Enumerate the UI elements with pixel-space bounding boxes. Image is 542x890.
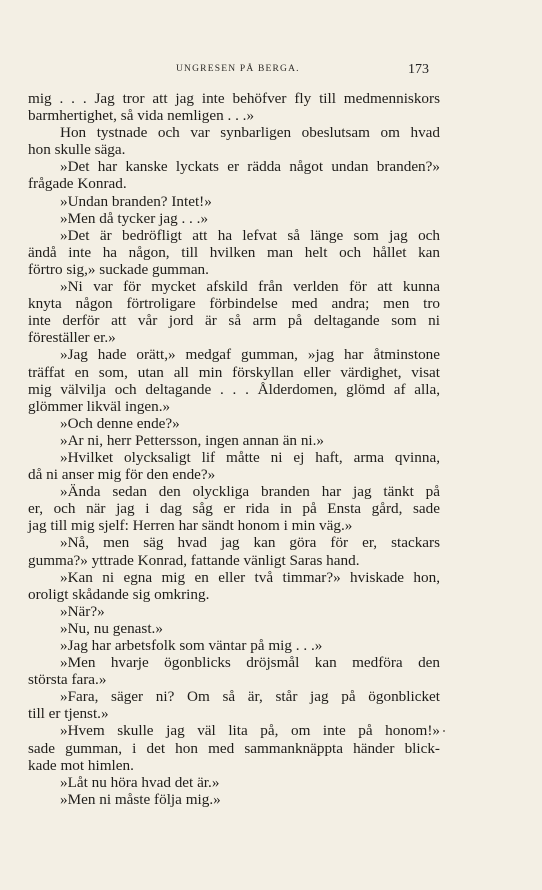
text-line: »Men ni måste följa mig.» — [60, 790, 221, 808]
text-line: »Ända sedan den olyckliga branden har jag tänkt på — [60, 483, 440, 501]
text-line: »Undan branden? Intet!» — [60, 192, 212, 210]
text-line: »Jag hade orätt,» medgaf gumman, »jag har åtminstone — [60, 346, 440, 364]
text-line: »Fara, säger ni? Om så är, står jag på ögonblicket — [60, 688, 440, 706]
text-line: mig . . . Jag tror att jag inte behöfver fly till medmenniskors — [28, 90, 440, 107]
page-header — [0, 62, 542, 80]
text-line: största fara.» — [28, 671, 107, 689]
text-line: »Jag har arbetsfolk som väntar på mig . . .» — [60, 637, 323, 654]
text-line: förtro sig,» suckade gumman. — [28, 260, 209, 278]
text-line: »Ar ni, herr Pettersson, ingen annan än ni.» — [60, 431, 325, 449]
text-line: ändå inte ha någon, till hvilken man helt och hållet kan — [28, 243, 440, 261]
text-line: träffat en som, utan all min förskyllan eller värdighet, visat — [28, 363, 440, 381]
text-line: mig välvilja och deltagande . . . Ålderdomen, glömd af alla, — [28, 380, 440, 398]
text-line: »Men hvarje ögonblicks dröjsmål kan medföra den — [60, 654, 440, 672]
text-line: er, och när jag i dag såg er rida in på Ensta gård, sade — [28, 500, 440, 518]
text-line: gumma?» yttrade Konrad, fattande vänligt Saras hand. — [28, 551, 360, 569]
text-line: »Och denne ende?» — [60, 414, 180, 432]
text-line: Hon tystnade och var synbarligen obeslutsam om hvad — [60, 124, 440, 142]
text-line: »Ni var för mycket afskild från verlden för att kunna — [60, 278, 440, 296]
page-number: 173 — [408, 62, 429, 77]
text-line: frågade Konrad. — [28, 175, 127, 193]
text-line: »Det är bedröfligt att ha lefvat så länge som jag och — [60, 226, 440, 244]
text-line: kade mot himlen. — [28, 756, 134, 774]
text-line: »När?» — [60, 602, 105, 620]
text-line: »Kan ni egna mig en eller två timmar?» hviskade hon, — [60, 568, 440, 586]
text-line: föreställer er.» — [28, 329, 116, 347]
text-line: »Nå, men säg hvad jag kan göra för er, stackars — [60, 534, 440, 552]
text-line: jag till mig sjelf: Herren har sändt honom i min väg.» — [28, 517, 353, 535]
text-line: »Men då tycker jag . . .» — [60, 209, 209, 227]
text-line: »Det har kanske lyckats er rädda något undan branden?» — [60, 158, 440, 176]
body-text — [28, 90, 440, 808]
text-line: knyta någon förtroligare förbindelse med andra; men tro — [28, 295, 440, 313]
text-line: inte derför att vår jord är så arm på deltagande som ni — [28, 312, 440, 330]
text-line: då ni anser mig för den ende?» — [28, 466, 216, 484]
text-line: oroligt skådande sig omkring. — [28, 585, 210, 603]
text-line: hon skulle säga. — [28, 141, 126, 159]
text-line: glömmer likväl ingen.» — [28, 397, 171, 415]
text-line: sade gumman, i det hon med sammanknäppta händer blick- — [28, 739, 440, 757]
text-line: barmhertighet, så vida nemligen . . .» — [28, 107, 255, 125]
text-line: till er tjenst.» — [28, 705, 109, 723]
text-line: »Nu, nu genast.» — [60, 619, 163, 637]
margin-mark — [443, 730, 445, 732]
running-head: UNGRESEN PÅ BERGA. — [176, 64, 300, 74]
text-line: »Hvem skulle jag väl lita på, om inte på honom!» — [60, 722, 440, 740]
text-line: »Låt nu höra hvad det är.» — [60, 773, 220, 791]
text-line: »Hvilket olycksaligt lif måtte ni ej haft, arma qvinna, — [60, 448, 440, 466]
